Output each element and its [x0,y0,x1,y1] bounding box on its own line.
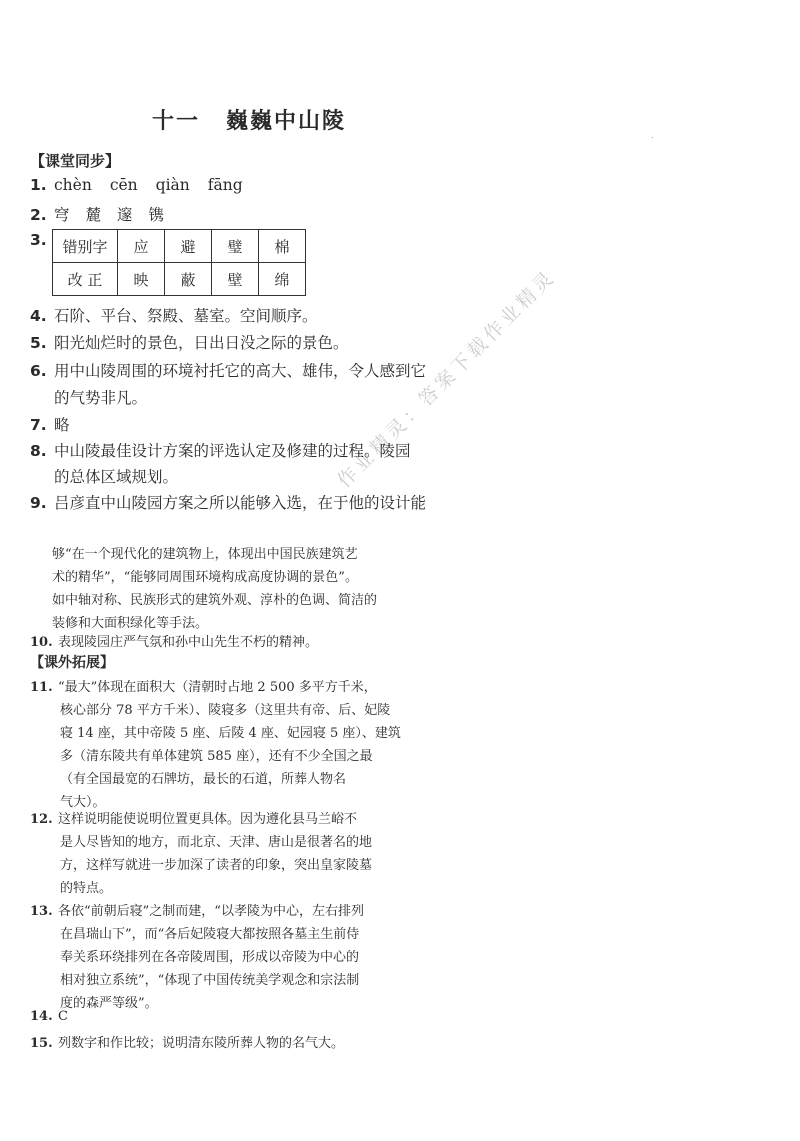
char-item: 穹 [54,206,70,224]
answer-line: “最大”体现在面积大（清朝时占地 2 500 多平方千米， [58,680,377,695]
answer-1 [30,176,261,194]
table-cell: 蔽 [165,263,212,296]
answer-text: 阳光灿烂时的景色，日出日没之际的景色。 [54,334,349,352]
answer-11-cont: （有全国最宽的石牌坊，最长的石道，所葬人物名 [60,772,347,787]
answer-line: 这样说明能使说明位置更具体。因为遵化县马兰峪不 [58,812,358,827]
answer-text: 石阶、平台、祭殿、墓室。空间顺序。 [54,307,318,325]
table-cell: 璧 [212,230,259,263]
table-row [53,230,306,263]
answer-number: 1. [30,176,47,194]
answer-11-cont: 寝 14 座，其中帝陵 5 座、后陵 4 座、妃园寝 5 座）、建筑 [60,726,401,741]
pinyin-item: chèn [54,176,92,194]
answer-15 [30,1032,344,1051]
answer-number: 4. [30,307,47,325]
answer-12-cont: 方，这样写就进一步加深了读者的印象，突出皇家陵墓 [60,858,373,873]
answer-text: C [58,1009,68,1024]
answer-14 [30,1009,68,1024]
answer-line: 中山陵最佳设计方案的评选认定及修建的过程。陵园 [54,442,411,460]
answer-10 [30,631,318,650]
answer-6 [30,359,426,381]
scan-dot [652,137,653,138]
answer-number: 2. [30,206,47,224]
section-heading-in-class: 【课堂同步】 [30,152,121,170]
table-cell: 壁 [212,263,259,296]
answer-9-cont: 够“在一个现代化的建筑物上，体现出中国民族建筑艺 [52,547,358,562]
answer-11-cont: 气大）。 [60,795,106,810]
answer-text: 列数字和作比较；说明清东陵所葬人物的名气大。 [58,1036,345,1051]
answer-9-cont: 装修和大面积绿化等手法。 [52,616,209,631]
page-title [152,104,346,135]
answer-9-cont: 术的精华”，“能够同周围环境构成高度协调的景色”。 [52,570,358,585]
answer-7 [30,413,70,435]
answer-8-cont: 的总体区域规划。 [54,468,179,486]
pinyin-item: cēn [109,176,138,194]
table-cell: 棉 [259,230,306,263]
answer-13-cont: 在昌瑞山下”，而“各后妃陵寝大都按照各墓主生前侍 [60,927,360,942]
table-cell: 改 正 [53,263,118,296]
answer-11-cont: 核心部分 78 平方千米）、陵寝多（这里共有帝、后、妃陵 [60,703,391,718]
answer-3 [30,231,54,249]
table-cell: 绵 [259,263,306,296]
answer-line: 吕彦直中山陵园方案之所以能够入选，在于他的设计能 [54,494,427,512]
answer-number: 5. [30,334,47,352]
answer-12-cont: 是人尽皆知的地方，而北京、天津、唐山是很著名的地 [60,835,373,850]
answer-12-cont: 的特点。 [60,881,113,896]
pinyin-list [54,176,261,194]
answer-13-cont: 相对独立系统”，“体现了中国传统美学观念和宗法制 [60,973,360,988]
correction-table [52,229,306,296]
answer-number: 13. [30,904,53,919]
pinyin-item: fāng [207,176,243,194]
answer-9-cont: 如中轴对称、民族形式的建筑外观、淳朴的色调、简洁的 [52,593,378,608]
answer-text: 略 [54,416,70,434]
answer-number: 14. [30,1009,53,1024]
pinyin-item: qiàn [155,176,190,194]
answer-number: 12. [30,812,53,827]
table-cell: 避 [165,230,212,263]
answer-13-cont: 奉关系环绕排列在各帝陵周围，形成以帝陵为中心的 [60,950,360,965]
answer-2 [30,203,180,225]
answer-number: 10. [30,635,53,650]
answer-6-cont: 的气势非凡。 [54,389,148,407]
answer-11 [30,676,377,695]
answer-line: 用中山陵周围的环境衬托它的高大、雄伟，令人感到它 [54,362,427,380]
answer-number: 11. [30,680,53,695]
answer-13-cont: 度的森严等级”。 [60,996,158,1011]
char-list [54,206,180,224]
char-item: 镌 [148,206,165,224]
answer-line: 各依“前朝后寝”之制而建，“以孝陵为中心，左右排列 [58,904,364,919]
answer-number: 8. [30,442,47,460]
table-cell: 错别字 [53,230,118,263]
answer-number: 6. [30,362,47,380]
chapter-number: 十一 [152,108,201,134]
answer-11-cont: 多（清东陵共有单体建筑 585 座），还有不少全国之最 [60,749,373,764]
watermark-text: 作业精灵：答案下载作业精灵 [333,265,561,493]
answer-12 [30,808,357,827]
table-cell: 应 [118,230,165,263]
answer-number: 7. [30,416,47,434]
answer-13 [30,900,364,919]
table-cell: 映 [118,263,165,296]
answer-number: 3. [30,231,47,249]
answer-number: 15. [30,1036,53,1051]
answer-4 [30,304,318,326]
section-heading-extension: 【课外拓展】 [30,655,114,671]
answer-5 [30,331,349,353]
answer-text: 表现陵园庄严气氛和孙中山先生不朽的精神。 [58,635,319,650]
answer-9 [30,491,426,513]
chapter-title: 巍巍中山陵 [226,108,347,134]
table-row [53,263,306,296]
answer-number: 9. [30,494,47,512]
char-item: 邃 [117,206,133,224]
char-item: 麓 [85,206,102,224]
